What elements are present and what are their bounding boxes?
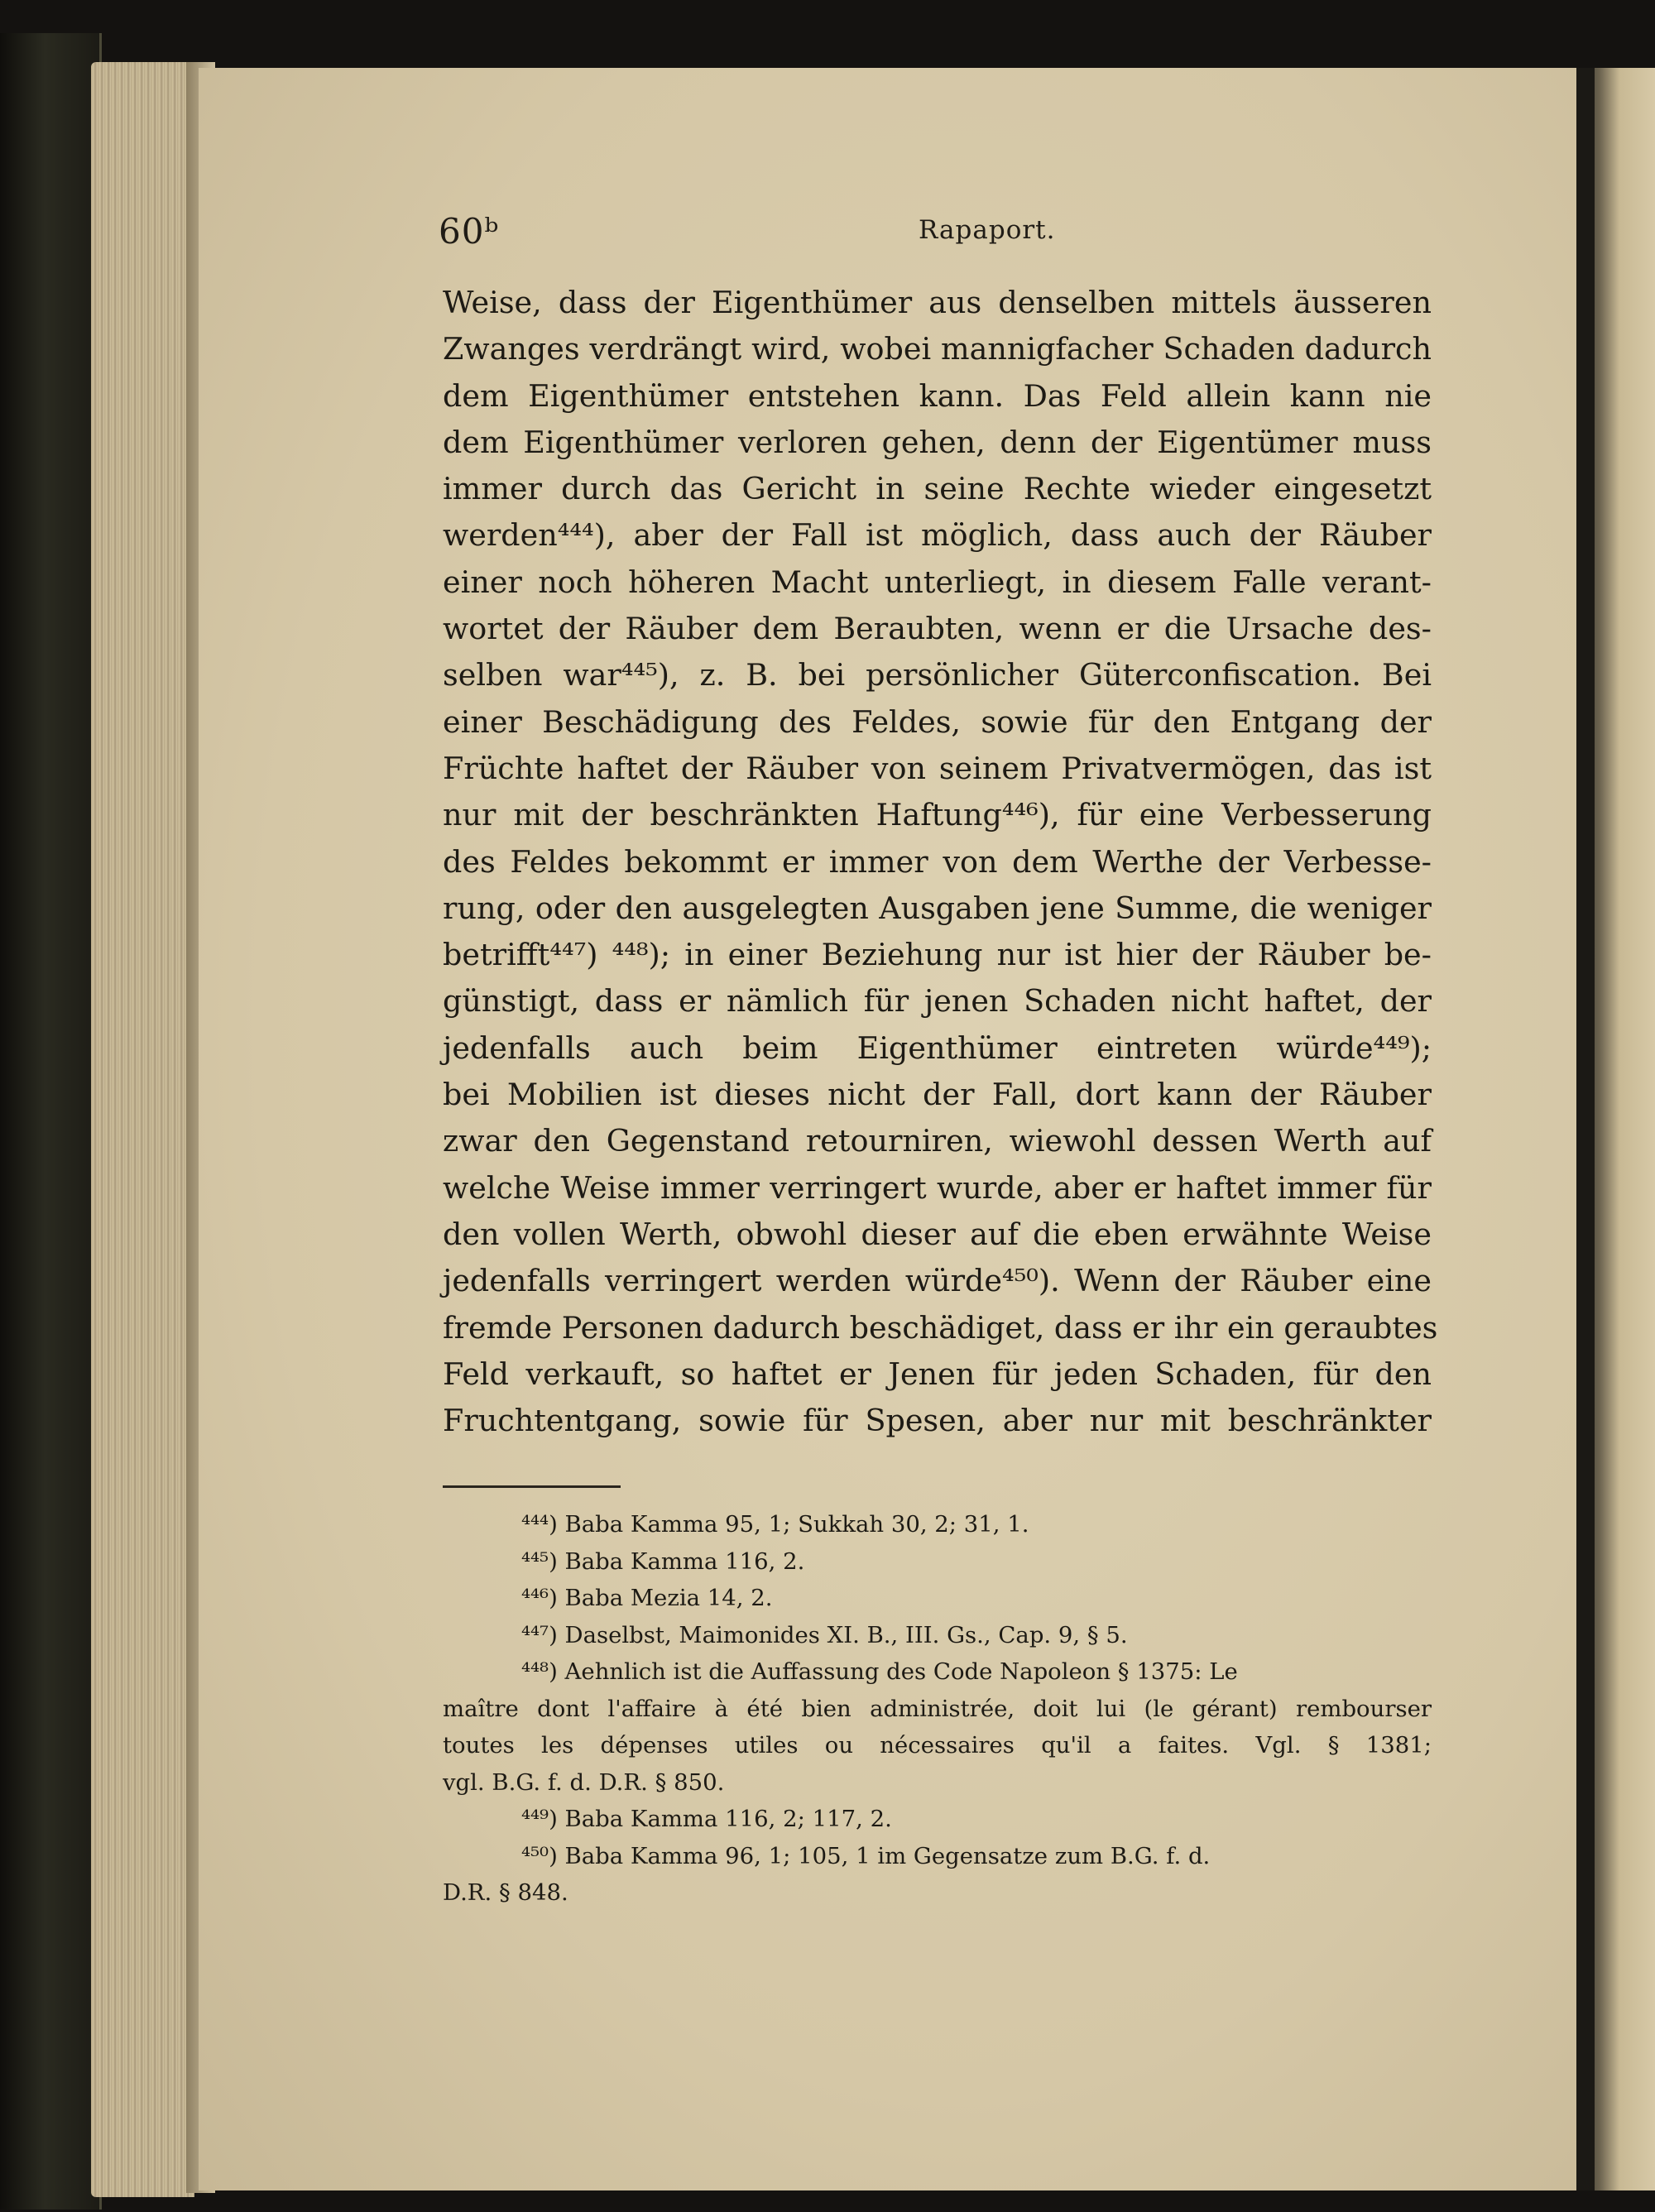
footnote-text: Aehnlich ist die Auffassung des Code Napoleon § 1375: Le [557, 1658, 1238, 1685]
footnotes [443, 1506, 1432, 1912]
facing-page-edge [1576, 68, 1655, 2190]
footnote-text: Baba Kamma 116, 2. [557, 1547, 805, 1575]
footnote-number: ⁴⁴⁸) [521, 1658, 558, 1685]
text-line: dem Eigenthümer verloren gehen, denn der Eigentümer muss [443, 424, 1432, 460]
text-line: Feld verkauft, so haftet er Jenen für jeden Schaden, für den [443, 1356, 1432, 1392]
footnote-continuation: toutes les dépenses utiles ou nécessaires qu'il a faites. Vgl. § 1381; [443, 1732, 1432, 1759]
text-line: fremde Personen dadurch beschädiget, dass er ihr ein geraubtes [443, 1309, 1438, 1346]
footnote-number: ⁴⁴⁶) [521, 1585, 558, 1611]
text-line: Zwanges verdrängt wird, wobei mannigfacher Schaden dadurch [443, 331, 1432, 367]
footnote-number: ⁴⁴⁷) [521, 1621, 558, 1648]
book-cover-edge [0, 33, 102, 2210]
footnote-text: Baba Kamma 95, 1; Sukkah 30, 2; 31, 1. [557, 1511, 1029, 1538]
text-line: Fruchtentgang, sowie für Spesen, aber nur mit beschränkter [443, 1403, 1432, 1439]
text-line: rung, oder den ausgelegten Ausgaben jene Summe, die weniger [443, 890, 1432, 926]
text-line: nur mit der beschränkten Haftung⁴⁴⁶), für eine Verbesserung [443, 797, 1432, 833]
footnote-text: Daselbst, Maimonides XI. B., III. Gs., Cap. 9, § 5. [557, 1621, 1128, 1648]
footnote [443, 1617, 1432, 1654]
footnote [443, 1653, 1432, 1691]
footnote [443, 1838, 1432, 1875]
running-head: Rapaport. [919, 215, 1056, 245]
text-line: günstigt, dass er nämlich für jenen Schaden nicht haftet, der [443, 983, 1432, 1020]
footnote [443, 1543, 1432, 1581]
text-line: wortet der Räuber dem Beraubten, wenn er die Ursache des- [443, 611, 1432, 647]
text-line: zwar den Gegenstand retourniren, wiewohl dessen Werth auf [443, 1123, 1432, 1159]
footnote-continuation: maître dont l'affaire à été bien administrée, doit lui (le gérant) rembourser [443, 1695, 1432, 1722]
text-line: Früchte haftet der Räuber von seinem Privatvermögen, das ist [443, 750, 1432, 786]
text-line: Weise, dass der Eigenthümer aus denselben mittels äusseren [443, 285, 1432, 320]
text-line: bei Mobilien ist dieses nicht der Fall, dort kann der Räuber [443, 1077, 1432, 1113]
text-line: betrifft⁴⁴⁷) ⁴⁴⁸); in einer Beziehung nur ist hier der Räuber be- [443, 937, 1432, 973]
footnote [443, 1801, 1432, 1838]
text-line: immer durch das Gericht in seine Rechte wieder eingesetzt [443, 471, 1432, 507]
footnote-continuation: D.R. § 848. [443, 1879, 568, 1906]
footnote-continuation: vgl. B.G. f. d. D.R. § 850. [443, 1768, 725, 1796]
footnote-rule [443, 1485, 621, 1488]
footnote-number: ⁴⁴⁹) [521, 1806, 558, 1832]
footnote-text: Baba Kamma 96, 1; 105, 1 im Gegensatze zum B.G. f. d. [557, 1842, 1211, 1869]
footnote [443, 1506, 1432, 1543]
page-edges [91, 62, 194, 2197]
footnote-number: ⁴⁴⁵) [521, 1547, 558, 1575]
text-line: des Feldes bekommt er immer von dem Werthe der Verbesse- [443, 843, 1432, 880]
text-line: werden⁴⁴⁴), aber der Fall ist möglich, dass auch der Räuber [443, 517, 1432, 554]
footnote-number: ⁴⁵⁰) [521, 1842, 558, 1869]
page-header [244, 141, 1403, 252]
footnote-text: Baba Mezia 14, 2. [557, 1585, 773, 1611]
text-line: jedenfalls auch beim Eigenthümer eintreten würde⁴⁴⁹); [443, 1029, 1432, 1066]
text-line: jedenfalls verringert werden würde⁴⁵⁰). Wenn der Räuber eine [443, 1263, 1432, 1299]
main-text [443, 280, 1438, 1444]
text-line: selben war⁴⁴⁵), z. B. bei persönlicher Güterconfiscation. Bei [443, 657, 1432, 693]
footnote [443, 1580, 1432, 1617]
text-line: welche Weise immer verringert wurde, aber er haftet immer für [443, 1169, 1432, 1206]
page-number: 60ᵇ [439, 211, 500, 252]
footnote-text: Baba Kamma 116, 2; 117, 2. [557, 1806, 892, 1832]
text-line: dem Eigenthümer entstehen kann. Das Feld allein kann nie [443, 377, 1432, 414]
footnote-number: ⁴⁴⁴) [521, 1511, 558, 1538]
text-line: den vollen Werth, obwohl dieser auf die eben erwähnte Weise [443, 1216, 1432, 1252]
text-line: einer Beschädigung des Feldes, sowie für den Entgang der [443, 703, 1432, 740]
text-line: einer noch höheren Macht unterliegt, in diesem Falle verant- [443, 564, 1432, 600]
